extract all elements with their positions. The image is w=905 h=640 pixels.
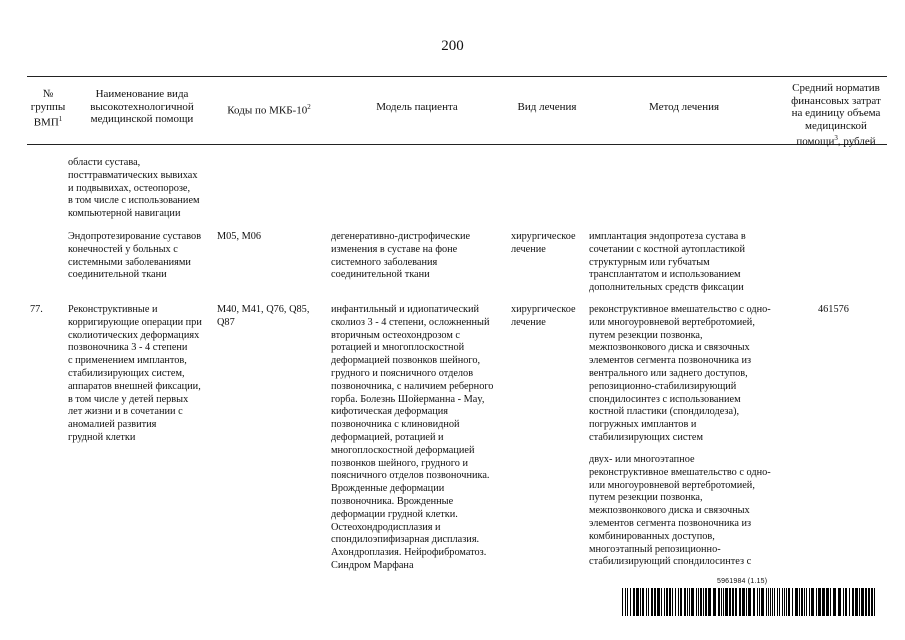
row77-treatment-method-2: двух- или многоэтапное реконструктивное вмешательство с одно- или многоуровневой вертебротомией, путем резекции позвонка, межпозвонкового диска и связочных элементов сегмента позвоночника из комбинированных доступов, многоэтапный репозиционно- стабилизирующий спондилосинтез с — [589, 454, 771, 568]
header-group-number: № группы ВМП$^1$ — [30, 88, 66, 129]
header-treatment-method: Метод лечения — [648, 101, 720, 113]
row77-number: 77. — [30, 304, 43, 315]
continued-care-name: области сустава, посттравматических вывихах и подвывихах, остеопорозе, в том числе с использованием компьютерной навигации — [68, 157, 200, 220]
page-number: 200 — [441, 38, 464, 54]
row77-treatment-type: хирургическое лечение — [511, 304, 576, 328]
header-care-type: Наименование вида высокотехнологичной медицинской помощи — [90, 88, 194, 125]
row77-icd-codes: M40, M41, Q76, Q85, Q87 — [217, 304, 310, 328]
header-cost-norm: Средний норматив финансовых затрат на единицу объема медицинской помощи$^3$, рублей — [791, 82, 881, 148]
row77-treatment-method-1: реконструктивное вмешательство с одно- или многоуровневой вертебротомией, путем резекции позвонка, межпозвонкового диска и связочных элементов сегмента позвоночника из вентрального или заднего доступов, репозиционно-стабилизирующий спондилосинтез с использованием костной пластики (спондилодеза), погружных имплантов и стабилизирующих систем — [589, 304, 771, 443]
header-patient-model: Модель пациента — [376, 101, 458, 113]
endo-care-name: Эндопротезирование суставов конечностей у больных с системными заболеваниями соединительной ткани — [68, 231, 202, 281]
endo-icd-codes: M05, M06 — [217, 231, 262, 242]
header-icd-codes: Коды по МКБ-$10^2$ — [227, 103, 311, 117]
endo-treatment-method: имплантация эндопротеза сустава в сочетании с костной аутопластикой структурным или губчатым трансплантатом и использованием дополнительных средств фиксации — [589, 231, 746, 294]
header-bottom-rule — [27, 144, 887, 145]
endo-patient-model: дегенеративно-дистрофические изменения в суставе на фоне системного заболевания соединительной ткани — [331, 231, 471, 281]
barcode-number: 5961984 (1.15) — [717, 578, 768, 585]
endo-treatment-type: хирургическое лечение — [511, 231, 576, 255]
barcode-image — [622, 588, 878, 616]
row77-cost: 461576 — [818, 304, 849, 315]
row77-patient-model: инфантильный и идиопатический сколиоз 3 - 4 степени, осложненный вторичным остеохондрозом с ротацией и многоплоскостной деформацией позвонков шейного, грудного и поясничного отделов позвоночника, с наличием реберного горба. Болезнь Шойерманна - May, кифотическая деформация позвоночника с клиновидной деформацией, ротацией и многоплоскостной деформацией позвонков шейного, грудного и поясничного отделов позвоночника. Врожденные деформации позвоночника. Врожденные деформации грудной клетки. Остеохондродисплазия и спондилоэпифизарная дисплазия. Ахондроплазия. Нейрофиброматоз. Синдром Марфана — [331, 304, 494, 571]
header-treatment-type: Вид лечения — [517, 101, 577, 113]
row77-care-name: Реконструктивные и корригирующие операции при сколиотических деформациях позвоночника 3 - 4 степени с применением имплантов, стабилизирующих систем, аппаратов внешней фиксации, в том числе у детей первых лет жизни и в сочетании с аномалией развития грудной клетки — [68, 304, 202, 443]
table-top-rule — [27, 76, 887, 77]
